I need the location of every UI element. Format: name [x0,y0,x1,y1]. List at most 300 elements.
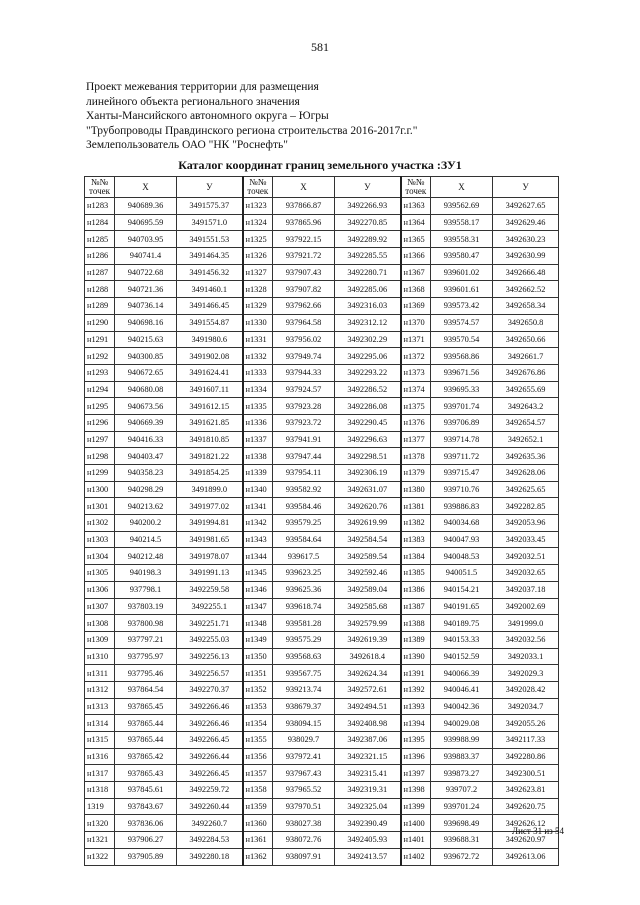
x-coordinate-cell: 939672.72 [431,848,493,865]
point-id-cell: н1344 [243,548,273,565]
x-coordinate-cell: 940189.75 [431,615,493,632]
x-coordinate-cell: 937962.66 [273,298,335,315]
y-coordinate-cell: 3492266.45 [177,765,243,782]
point-id-cell: н1296 [85,414,115,431]
y-coordinate-cell: 3492266.46 [177,715,243,732]
table-row [85,414,559,431]
point-id-cell: н1369 [401,298,431,315]
y-coordinate-cell: 3492286.08 [335,398,401,415]
point-id-cell: н1320 [85,815,115,832]
y-coordinate-cell: 3491554.87 [177,314,243,331]
page-number: 581 [311,40,329,54]
x-coordinate-cell: 937907.43 [273,264,335,281]
point-id-cell: н1338 [243,448,273,465]
point-id-cell: н1335 [243,398,273,415]
x-coordinate-cell: 937866.87 [273,198,335,215]
y-coordinate-cell: 3491981.65 [177,531,243,548]
point-id-cell: н1376 [401,414,431,431]
table-row [85,631,559,648]
point-id-cell: н1295 [85,398,115,415]
x-coordinate-cell: 940721.36 [115,281,177,298]
point-id-cell: н1341 [243,498,273,515]
point-id-cell: н1291 [85,331,115,348]
x-coordinate-cell: 940029.08 [431,715,493,732]
point-id-cell: н1316 [85,748,115,765]
point-id-cell: н1288 [85,281,115,298]
table-body [85,198,559,866]
y-coordinate-cell: 3492620.76 [335,498,401,515]
x-coordinate-cell: 939558.17 [431,214,493,231]
table-row [85,498,559,515]
point-id-cell: н1400 [401,815,431,832]
table-row [85,698,559,715]
x-coordinate-cell: 937906.27 [115,832,177,849]
y-coordinate-cell: 3492631.07 [335,481,401,498]
y-coordinate-cell: 3492662.52 [493,281,559,298]
point-id-cell: н1387 [401,598,431,615]
y-coordinate-cell: 3492306.19 [335,465,401,482]
y-coordinate-cell: 3491821.22 [177,448,243,465]
y-coordinate-cell: 3492620.75 [493,798,559,815]
y-coordinate-cell: 3491977.02 [177,498,243,515]
x-coordinate-cell: 940689.36 [115,198,177,215]
y-coordinate-cell: 3492592.46 [335,565,401,582]
point-id-cell: н1334 [243,381,273,398]
y-coordinate-cell: 3492295.06 [335,348,401,365]
x-coordinate-cell: 940722.68 [115,264,177,281]
x-coordinate-cell: 940673.56 [115,398,177,415]
point-id-cell: н1311 [85,665,115,682]
table-row [85,581,559,598]
y-coordinate-cell: 3492034.7 [493,698,559,715]
y-coordinate-cell: 3492280.71 [335,264,401,281]
x-coordinate-cell: 939988.99 [431,732,493,749]
header-line: линейного объекта регионального значения [86,95,300,108]
table-row [85,248,559,265]
point-id-cell: н1377 [401,431,431,448]
x-coordinate-cell: 939562.69 [431,198,493,215]
y-coordinate-cell: 3492625.65 [493,481,559,498]
point-id-cell: н1328 [243,281,273,298]
point-id-cell: н1361 [243,832,273,849]
x-coordinate-cell: 937845.61 [115,782,177,799]
x-coordinate-cell: 939213.74 [273,681,335,698]
table-row [85,331,559,348]
sheet-footer: Лист 31 из 54 [512,826,564,836]
point-id-cell: н1285 [85,231,115,248]
point-id-cell: н1306 [85,581,115,598]
point-id-cell: н1323 [243,198,273,215]
y-coordinate-cell: 3492270.37 [177,681,243,698]
x-coordinate-cell: 937923.72 [273,414,335,431]
y-coordinate-cell: 3492260.44 [177,798,243,815]
x-coordinate-cell: 937803.19 [115,598,177,615]
table-row [85,314,559,331]
point-id-cell: н1321 [85,832,115,849]
point-id-cell: н1300 [85,481,115,498]
point-id-cell: 1319 [85,798,115,815]
x-coordinate-cell: 940298.29 [115,481,177,498]
document-header [86,80,566,153]
y-coordinate-cell: 3492315.41 [335,765,401,782]
table-row [85,548,559,565]
point-id-cell: н1374 [401,381,431,398]
point-id-cell: н1310 [85,648,115,665]
y-coordinate-cell: 3492494.51 [335,698,401,715]
point-id-cell: н1283 [85,198,115,215]
table-row [85,765,559,782]
point-id-cell: н1363 [401,198,431,215]
point-id-cell: н1382 [401,515,431,532]
point-id-cell: н1347 [243,598,273,615]
y-coordinate-cell: 3492284.53 [177,832,243,849]
y-coordinate-cell: 3491612.15 [177,398,243,415]
table-row [85,214,559,231]
y-coordinate-cell: 3492289.92 [335,231,401,248]
x-coordinate-cell: 937964.58 [273,314,335,331]
x-coordinate-cell: 940046.41 [431,681,493,698]
y-coordinate-cell: 3492251.71 [177,615,243,632]
point-id-cell: н1378 [401,448,431,465]
x-coordinate-cell: 939886.83 [431,498,493,515]
point-id-cell: н1345 [243,565,273,582]
header-line: Проект межевания территории для размещения [86,81,319,93]
x-coordinate-cell: 938094.15 [273,715,335,732]
x-coordinate-cell: 939584.64 [273,531,335,548]
point-id-cell: н1393 [401,698,431,715]
y-coordinate-cell: 3492037.18 [493,581,559,598]
y-coordinate-cell: 3492032.51 [493,548,559,565]
x-coordinate-cell: 940213.62 [115,498,177,515]
point-id-cell: н1312 [85,681,115,698]
point-id-cell: н1330 [243,314,273,331]
header-line: Ханты-Мансийского автономного округа – Югры [86,110,329,123]
point-id-cell: н1350 [243,648,273,665]
y-coordinate-cell: 3491460.1 [177,281,243,298]
x-coordinate-cell: 939580.47 [431,248,493,265]
point-id-cell: н1373 [401,364,431,381]
table-row [85,848,559,865]
table-row [85,231,559,248]
point-id-cell: н1326 [243,248,273,265]
x-coordinate-cell: 940358.23 [115,465,177,482]
x-coordinate-cell: 937907.82 [273,281,335,298]
y-coordinate-cell: 3491466.45 [177,298,243,315]
y-coordinate-cell: 3492623.81 [493,782,559,799]
y-coordinate-cell: 3492300.51 [493,765,559,782]
point-id-cell: н1293 [85,364,115,381]
y-coordinate-cell: 3492658.34 [493,298,559,315]
y-coordinate-cell: 3492325.04 [335,798,401,815]
point-column-header: №№ точек [85,177,115,198]
x-coordinate-cell: 937944.33 [273,364,335,381]
point-id-cell: н1308 [85,615,115,632]
point-id-cell: н1317 [85,765,115,782]
point-id-cell: н1313 [85,698,115,715]
y-coordinate-cell: 3492676.86 [493,364,559,381]
y-coordinate-cell: 3492630.23 [493,231,559,248]
point-id-cell: н1371 [401,331,431,348]
y-coordinate-cell: 3491994.81 [177,515,243,532]
x-coordinate-cell: 937865.44 [115,715,177,732]
x-column-header: X [431,177,493,198]
y-coordinate-cell: 3492002.69 [493,598,559,615]
y-coordinate-cell: 3492302.29 [335,331,401,348]
x-coordinate-cell: 937864.54 [115,681,177,698]
x-coordinate-cell: 939671.56 [431,364,493,381]
y-coordinate-cell: 3492652.1 [493,431,559,448]
y-coordinate-cell: 3492390.49 [335,815,401,832]
y-coordinate-cell: 3492032.65 [493,565,559,582]
point-id-cell: н1287 [85,264,115,281]
point-id-cell: н1314 [85,715,115,732]
x-coordinate-cell: 937865.42 [115,748,177,765]
point-id-cell: н1322 [85,848,115,865]
point-column-header: №№ точек [401,177,431,198]
x-coordinate-cell: 940212.48 [115,548,177,565]
point-id-cell: н1340 [243,481,273,498]
x-coordinate-cell: 937924.57 [273,381,335,398]
y-coordinate-cell: 3491991.13 [177,565,243,582]
x-coordinate-cell: 939568.86 [431,348,493,365]
y-coordinate-cell: 3492255.1 [177,598,243,615]
y-coordinate-cell: 3492280.18 [177,848,243,865]
x-column-header: X [115,177,177,198]
point-id-cell: н1348 [243,615,273,632]
table-row [85,665,559,682]
x-coordinate-cell: 937843.67 [115,798,177,815]
point-id-cell: н1367 [401,264,431,281]
point-id-cell: н1332 [243,348,273,365]
y-coordinate-cell: 3492266.93 [335,198,401,215]
y-coordinate-cell: 3492619.99 [335,515,401,532]
y-coordinate-cell: 3492661.7 [493,348,559,365]
y-coordinate-cell: 3492286.52 [335,381,401,398]
y-coordinate-cell: 3492280.86 [493,748,559,765]
x-coordinate-cell: 939617.5 [273,548,335,565]
y-coordinate-cell: 3492624.34 [335,665,401,682]
y-coordinate-cell: 3492655.69 [493,381,559,398]
point-id-cell: н1395 [401,732,431,749]
point-id-cell: н1384 [401,548,431,565]
y-coordinate-cell: 3492028.42 [493,681,559,698]
table-row [85,264,559,281]
x-coordinate-cell: 940200.2 [115,515,177,532]
y-coordinate-cell: 3492650.8 [493,314,559,331]
point-id-cell: н1297 [85,431,115,448]
x-coordinate-cell: 938072.76 [273,832,335,849]
point-id-cell: н1375 [401,398,431,415]
point-id-cell: н1303 [85,531,115,548]
y-coordinate-cell: 3492312.12 [335,314,401,331]
table-row [85,798,559,815]
point-id-cell: н1364 [401,214,431,231]
x-coordinate-cell: 939698.49 [431,815,493,832]
point-id-cell: н1336 [243,414,273,431]
y-coordinate-cell: 3491456.32 [177,264,243,281]
table-row [85,648,559,665]
y-coordinate-cell: 3492630.99 [493,248,559,265]
table-row [85,198,559,215]
x-coordinate-cell: 938027.38 [273,815,335,832]
table-row [85,782,559,799]
x-coordinate-cell: 937954.11 [273,465,335,482]
x-coordinate-cell: 940048.53 [431,548,493,565]
y-coordinate-cell: 3492387.06 [335,732,401,749]
y-coordinate-cell: 3491899.0 [177,481,243,498]
point-id-cell: н1398 [401,782,431,799]
y-coordinate-cell: 3492627.65 [493,198,559,215]
point-id-cell: н1394 [401,715,431,732]
point-id-cell: н1362 [243,848,273,865]
point-id-cell: н1388 [401,615,431,632]
y-coordinate-cell: 3492628.06 [493,465,559,482]
y-column-header: У [335,177,401,198]
table-row [85,348,559,365]
point-id-cell: н1333 [243,364,273,381]
y-coordinate-cell: 3492296.63 [335,431,401,448]
x-coordinate-cell: 937923.28 [273,398,335,415]
x-coordinate-cell: 939714.78 [431,431,493,448]
y-coordinate-cell: 3491854.25 [177,465,243,482]
point-id-cell: н1358 [243,782,273,799]
y-coordinate-cell: 3492626.12 [493,815,559,832]
x-coordinate-cell: 940034.68 [431,515,493,532]
y-coordinate-cell: 3492282.85 [493,498,559,515]
y-coordinate-cell: 3492666.48 [493,264,559,281]
y-coordinate-cell: 3492635.36 [493,448,559,465]
point-id-cell: н1390 [401,648,431,665]
point-id-cell: н1318 [85,782,115,799]
y-coordinate-cell: 3492579.99 [335,615,401,632]
x-coordinate-cell: 939575.29 [273,631,335,648]
table-row [85,715,559,732]
x-coordinate-cell: 937947.44 [273,448,335,465]
y-coordinate-cell: 3492585.68 [335,598,401,615]
table-row [85,732,559,749]
x-coordinate-cell: 940198.3 [115,565,177,582]
table-row [85,565,559,582]
y-coordinate-cell: 3492266.45 [177,732,243,749]
x-coordinate-cell: 937965.52 [273,782,335,799]
x-coordinate-cell: 937795.46 [115,665,177,682]
point-id-cell: н1294 [85,381,115,398]
y-coordinate-cell: 3492055.26 [493,715,559,732]
point-id-cell: н1389 [401,631,431,648]
x-coordinate-cell: 937949.74 [273,348,335,365]
x-coordinate-cell: 939711.72 [431,448,493,465]
point-id-cell: н1385 [401,565,431,582]
y-coordinate-cell: 3491621.85 [177,414,243,431]
x-coordinate-cell: 940153.33 [431,631,493,648]
x-coordinate-cell: 940680.08 [115,381,177,398]
header-line: "Трубопроводы Правдинского региона строительства 2016-2017г.г." [86,124,418,137]
coordinates-table-wrapper [84,176,558,866]
x-coordinate-cell: 939601.61 [431,281,493,298]
x-coordinate-cell: 940214.5 [115,531,177,548]
x-coordinate-cell: 937865.43 [115,765,177,782]
y-coordinate-cell: 3492629.46 [493,214,559,231]
y-coordinate-cell: 3492290.45 [335,414,401,431]
point-id-cell: н1359 [243,798,273,815]
x-coordinate-cell: 937865.44 [115,732,177,749]
point-id-cell: н1351 [243,665,273,682]
y-coordinate-cell: 3492256.13 [177,648,243,665]
y-coordinate-cell: 3492316.03 [335,298,401,315]
point-id-cell: н1329 [243,298,273,315]
point-id-cell: н1286 [85,248,115,265]
y-coordinate-cell: 3492053.96 [493,515,559,532]
y-coordinate-cell: 3492256.57 [177,665,243,682]
x-coordinate-cell: 939625.36 [273,581,335,598]
point-id-cell: н1372 [401,348,431,365]
y-coordinate-cell: 3492285.55 [335,248,401,265]
x-coordinate-cell: 937972.41 [273,748,335,765]
x-coordinate-cell: 940051.5 [431,565,493,582]
x-coordinate-cell: 940215.63 [115,331,177,348]
x-coordinate-cell: 937836.06 [115,815,177,832]
table-row [85,748,559,765]
y-coordinate-cell: 3492298.51 [335,448,401,465]
point-id-cell: н1352 [243,681,273,698]
y-coordinate-cell: 3492259.58 [177,581,243,598]
y-coordinate-cell: 3492589.04 [335,581,401,598]
x-coordinate-cell: 940698.16 [115,314,177,331]
table-row [85,481,559,498]
x-coordinate-cell: 937941.91 [273,431,335,448]
x-coordinate-cell: 937798.1 [115,581,177,598]
table-row [85,448,559,465]
point-id-cell: н1357 [243,765,273,782]
point-id-cell: н1305 [85,565,115,582]
catalog-title: Каталог координат границ земельного участка :ЗУ1 [178,158,462,172]
table-row [85,598,559,615]
x-coordinate-cell: 939618.74 [273,598,335,615]
y-coordinate-cell: 3491607.11 [177,381,243,398]
x-coordinate-cell: 937970.51 [273,798,335,815]
y-coordinate-cell: 3492029.3 [493,665,559,682]
header-line: Землепользователь ОАО "НК "Роснефть" [86,139,288,152]
table-row [85,681,559,698]
y-coordinate-cell: 3492260.7 [177,815,243,832]
x-coordinate-cell: 939570.54 [431,331,493,348]
x-coordinate-cell: 937797.21 [115,631,177,648]
y-coordinate-cell: 3492650.66 [493,331,559,348]
point-id-cell: н1307 [85,598,115,615]
table-row [85,398,559,415]
y-coordinate-cell: 3492032.56 [493,631,559,648]
x-coordinate-cell: 939601.02 [431,264,493,281]
x-coordinate-cell: 940152.59 [431,648,493,665]
point-id-cell: н1301 [85,498,115,515]
x-coordinate-cell: 939581.28 [273,615,335,632]
point-id-cell: н1327 [243,264,273,281]
y-coordinate-cell: 3491551.53 [177,231,243,248]
point-id-cell: н1304 [85,548,115,565]
x-coordinate-cell: 939579.25 [273,515,335,532]
x-coordinate-cell: 940047.93 [431,531,493,548]
x-coordinate-cell: 939568.63 [273,648,335,665]
x-coordinate-cell: 939883.37 [431,748,493,765]
point-id-cell: н1299 [85,465,115,482]
x-coordinate-cell: 939701.74 [431,398,493,415]
point-id-cell: н1346 [243,581,273,598]
point-id-cell: н1324 [243,214,273,231]
y-coordinate-cell: 3492584.54 [335,531,401,548]
table-row [85,431,559,448]
x-coordinate-cell: 939582.92 [273,481,335,498]
x-coordinate-cell: 939623.25 [273,565,335,582]
